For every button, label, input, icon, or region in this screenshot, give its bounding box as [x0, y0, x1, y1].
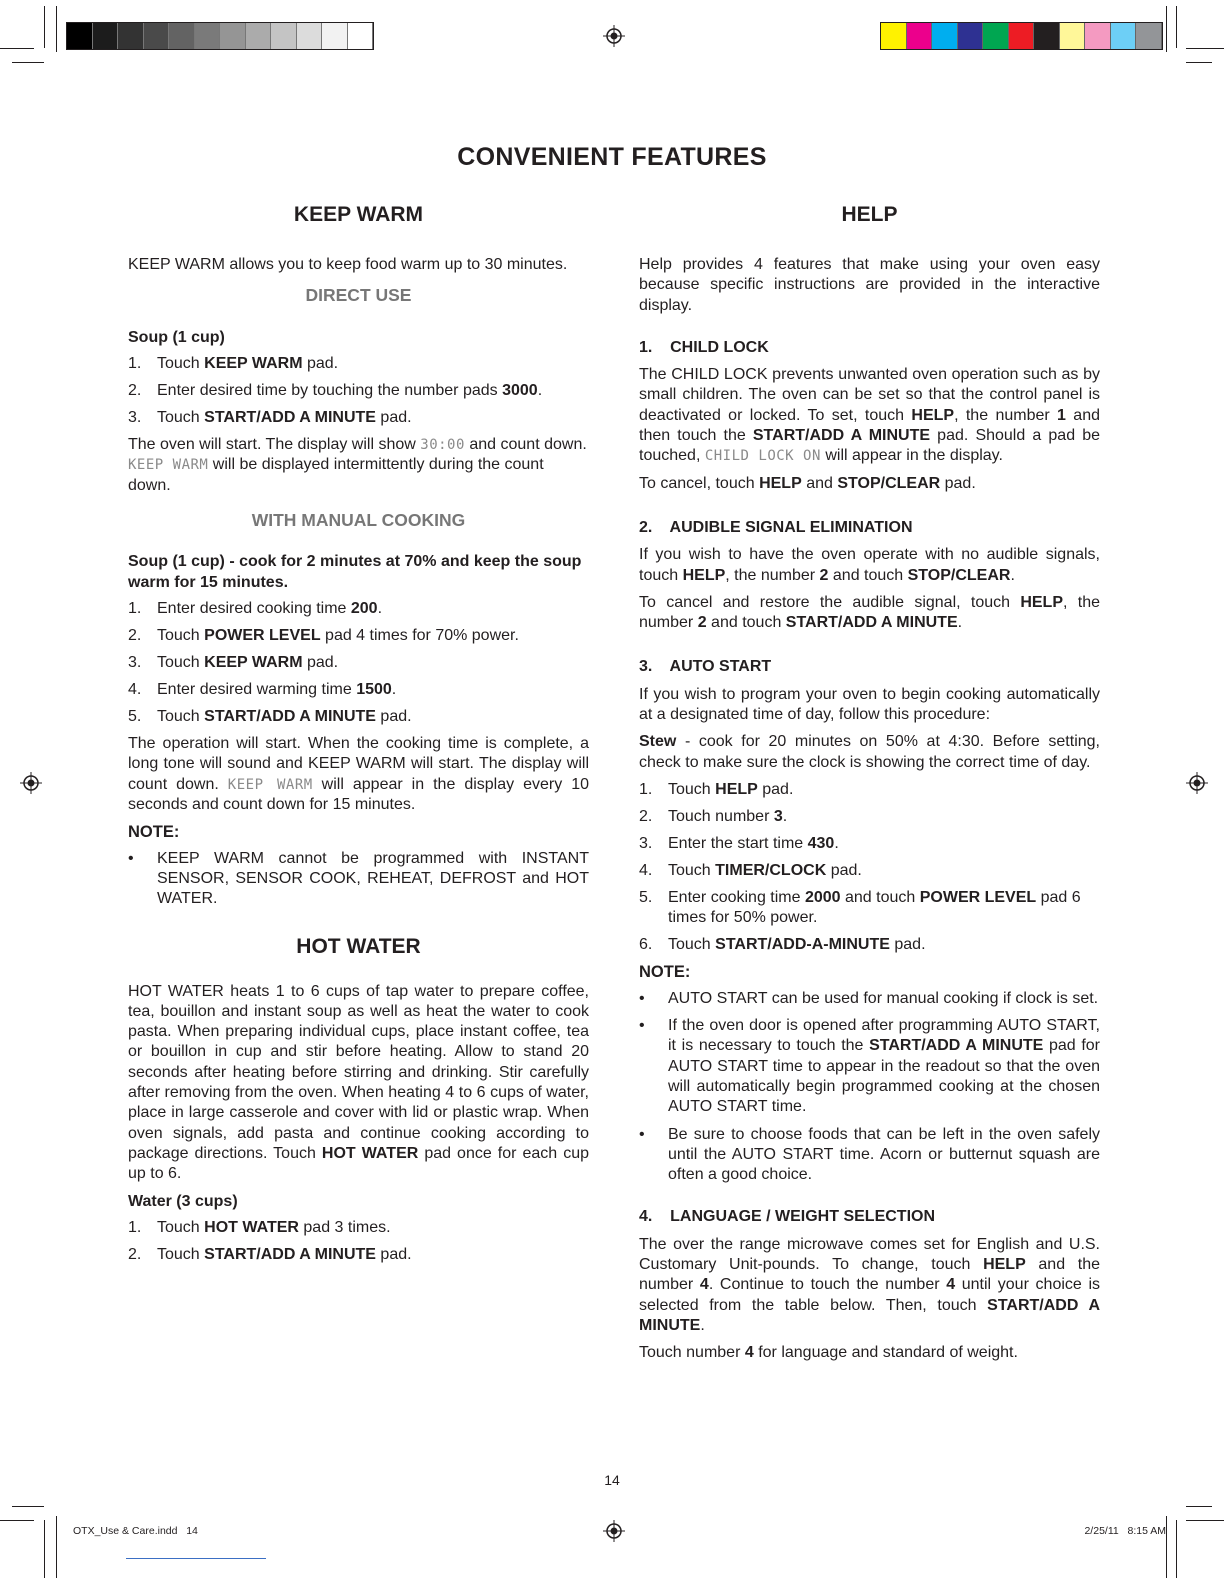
manual-cooking-result: The operation will start. When the cooking time is complete, a long tone will sound and KEEP WARM will start. The display will count down. KEEP WARM will appear in the display every 10 seconds and count down for 15 minutes. — [128, 735, 590, 814]
keep-warm-intro: KEEP WARM allows you to keep food warm up to 30 minutes. — [128, 256, 568, 273]
list-item: • Be sure to choose foods that can be left in the oven safely until the AUTO START time. Acorn or butternut squash are often a good choice. — [639, 1125, 1100, 1186]
auto-start-intro: If you wish to program your oven to begin cooking automatically at a designated time of day, follow this procedure: — [639, 685, 1100, 724]
keep-warm-notes — [128, 849, 589, 910]
left-column — [128, 202, 589, 1272]
lcd-display-text: 30:00 — [420, 437, 465, 454]
color-swatch — [958, 23, 984, 49]
crop-mark — [0, 48, 34, 49]
note-label: NOTE: — [639, 963, 691, 982]
language-heading: 4. LANGUAGE / WEIGHT SELECTION — [639, 1208, 936, 1226]
color-swatch — [1060, 23, 1086, 49]
list-item: 5. Enter cooking time 2000 and touch POWER LEVEL pad 6 times for 50% power. — [639, 888, 1081, 927]
grayscale-swatch — [195, 23, 221, 49]
list-item: 1. Touch HELP pad. — [639, 780, 794, 798]
color-bar — [880, 22, 1163, 50]
list-item: 6. Touch START/ADD-A-MINUTE pad. — [639, 936, 926, 954]
hot-water-heading: HOT WATER — [296, 934, 421, 958]
page-number: 14 — [604, 1472, 620, 1488]
grayscale-swatch — [348, 23, 374, 49]
auto-start-steps — [639, 780, 1100, 956]
color-swatch — [932, 23, 958, 49]
lcd-display-text: KEEP WARM — [128, 457, 209, 474]
audible-signal-cancel: To cancel and restore the audible signal, touch HELP, the number 2 and touch START/ADD A MINUTE. — [639, 593, 1100, 632]
crop-mark — [1186, 1520, 1224, 1521]
footer-underline — [126, 1558, 266, 1559]
color-swatch — [1085, 23, 1111, 49]
auto-start-heading: 3. AUTO START — [639, 658, 772, 676]
page-title: CONVENIENT FEATURES — [457, 143, 767, 171]
color-swatch — [1009, 23, 1035, 49]
lcd-display-text: KEEP WARM — [227, 776, 313, 793]
direct-use-steps — [128, 354, 589, 428]
grayscale-swatch — [144, 23, 170, 49]
auto-start-example: Stew - cook for 20 minutes on 50% at 4:30. Before setting, check to make sure the clock is showing the correct time of day. — [639, 733, 1100, 771]
crop-mark — [44, 6, 45, 48]
list-item: 1. Enter desired cooking time 200. — [128, 599, 383, 617]
color-swatch — [983, 23, 1009, 49]
manual-cooking-heading: WITH MANUAL COOKING — [251, 510, 466, 531]
keep-warm-heading: KEEP WARM — [293, 203, 424, 226]
list-item: 1. Touch KEEP WARM pad. — [128, 354, 339, 372]
child-lock-cancel: To cancel, touch HELP and STOP/CLEAR pad. — [639, 474, 976, 492]
color-swatch — [1136, 23, 1162, 49]
list-item: • KEEP WARM cannot be programmed with INSTANT SENSOR, SENSOR COOK, REHEAT, DEFROST and HOT WATER. — [128, 849, 589, 910]
right-column — [639, 202, 1100, 1371]
grayscale-swatch — [297, 23, 323, 49]
child-lock-heading: 1. CHILD LOCK — [639, 338, 769, 356]
grayscale-swatch — [220, 23, 246, 49]
list-item: 2. Touch POWER LEVEL pad 4 times for 70% power. — [128, 626, 519, 644]
grayscale-swatch — [67, 23, 93, 49]
crop-mark — [1166, 1516, 1167, 1578]
list-item: • AUTO START can be used for manual cooking if clock is set. — [639, 989, 1100, 1009]
color-swatch — [1034, 23, 1060, 49]
direct-use-heading: DIRECT USE — [305, 285, 412, 306]
list-item: 2. Touch number 3. — [639, 807, 788, 825]
list-item: 3. Enter the start time 430. — [639, 834, 839, 852]
grayscale-swatch — [271, 23, 297, 49]
crop-mark — [1186, 48, 1224, 49]
crop-mark — [56, 6, 57, 52]
crop-mark — [12, 1506, 44, 1507]
grayscale-bar — [66, 22, 374, 50]
crop-mark — [1166, 6, 1167, 52]
registration-mark-icon — [1186, 772, 1208, 794]
list-item: 3. Touch KEEP WARM pad. — [128, 653, 339, 671]
list-item: 4. Enter desired warming time 1500. — [128, 680, 397, 698]
color-swatch — [907, 23, 933, 49]
crop-mark — [0, 1520, 34, 1521]
language-body: The over the range microwave comes set for English and U.S. Customary Unit-pounds. To change, touch HELP and the number 4. Continue to touch the number 4 until your choice is selected from the table below. Then, touch START/ADD A MINUTE. — [639, 1235, 1101, 1334]
color-swatch — [881, 23, 907, 49]
registration-mark-icon — [603, 25, 625, 47]
list-item: 3. Touch START/ADD A MINUTE pad. — [128, 408, 412, 426]
grayscale-swatch — [169, 23, 195, 49]
hot-water-steps — [128, 1218, 589, 1265]
footer-filename: OTX_Use & Care.indd 14 — [73, 1525, 198, 1537]
list-item: 1. Touch HOT WATER pad 3 times. — [128, 1218, 391, 1236]
list-item: • If the oven door is opened after programming AUTO START, it is necessary to touch the START/ADD A MINUTE pad for AUTO START time to appear in the readout so that the oven will automatically begin programmed cooking at the chosen AUTO START time. — [639, 1016, 1100, 1117]
crop-mark — [1176, 1520, 1177, 1578]
crop-mark — [12, 62, 44, 63]
direct-use-result: The oven will start. The display will show 30:00 and count down. KEEP WARM will be displayed intermittently during the count down. — [128, 436, 587, 494]
list-item: 2. Enter desired time by touching the number pads 3000. — [128, 381, 543, 399]
manual-cooking-steps — [128, 599, 589, 727]
hot-water-body: HOT WATER heats 1 to 6 cups of tap water to prepare coffee, tea, bouillon and instant soup as well as heat the water to cook pasta. When preparing individual cups, place instant coffee, tea or bouillon in cup and stir before heating. Allow to stand 20 seconds after heating before stirring and drinking. Stir carefully after removing from the oven. When heating 4 to 6 cups of water, place in large casserole and cover with lid or plastic wrap. When oven signals, add pasta and continue cooking according to package directions. Touch HOT WATER pad once for each cup up to 6. — [128, 982, 589, 1183]
registration-mark-icon — [603, 1520, 625, 1542]
note-label: NOTE: — [128, 823, 180, 842]
grayscale-swatch — [322, 23, 348, 49]
crop-mark — [56, 1516, 57, 1578]
audible-signal-body: If you wish to have the oven operate with no audible signals, touch HELP, the number 2 and touch STOP/CLEAR. — [639, 546, 1100, 584]
crop-mark — [1186, 62, 1212, 63]
crop-mark — [1176, 6, 1177, 48]
language-instruction: Touch number 4 for language and standard of weight. — [639, 1344, 1018, 1362]
hot-water-example: Water (3 cups) — [128, 1192, 238, 1210]
grayscale-swatch — [246, 23, 272, 49]
crop-mark — [44, 1520, 45, 1578]
manual-cooking-example: Soup (1 cup) - cook for 2 minutes at 70% and keep the soup warm for 15 minutes. — [128, 553, 582, 591]
child-lock-body: The CHILD LOCK prevents unwanted oven operation such as by small children. The oven can be set so that the control panel is deactivated or locked. To set, touch HELP, the number 1 and then touch the START/ADD A MINUTE pad. Should a pad be touched, CHILD LOCK ON will appear in the display. — [639, 366, 1100, 465]
grayscale-swatch — [93, 23, 119, 49]
help-heading: HELP — [841, 203, 898, 226]
list-item: 2. Touch START/ADD A MINUTE pad. — [128, 1245, 412, 1263]
lcd-display-text: CHILD LOCK ON — [704, 448, 821, 465]
registration-mark-icon — [20, 772, 42, 794]
crop-mark — [1186, 1506, 1212, 1507]
audible-signal-heading: 2. AUDIBLE SIGNAL ELIMINATION — [639, 518, 913, 536]
list-item: 4. Touch TIMER/CLOCK pad. — [639, 861, 862, 879]
auto-start-notes — [639, 989, 1100, 1186]
grayscale-swatch — [118, 23, 144, 49]
footer-timestamp: 2/25/11 8:15 AM — [1084, 1525, 1166, 1537]
help-intro: Help provides 4 features that make using your oven easy because specific instructions are provided in the interactive display. — [639, 256, 1100, 314]
color-swatch — [1111, 23, 1137, 49]
list-item: 5. Touch START/ADD A MINUTE pad. — [128, 707, 412, 725]
direct-use-example: Soup (1 cup) — [128, 328, 225, 346]
